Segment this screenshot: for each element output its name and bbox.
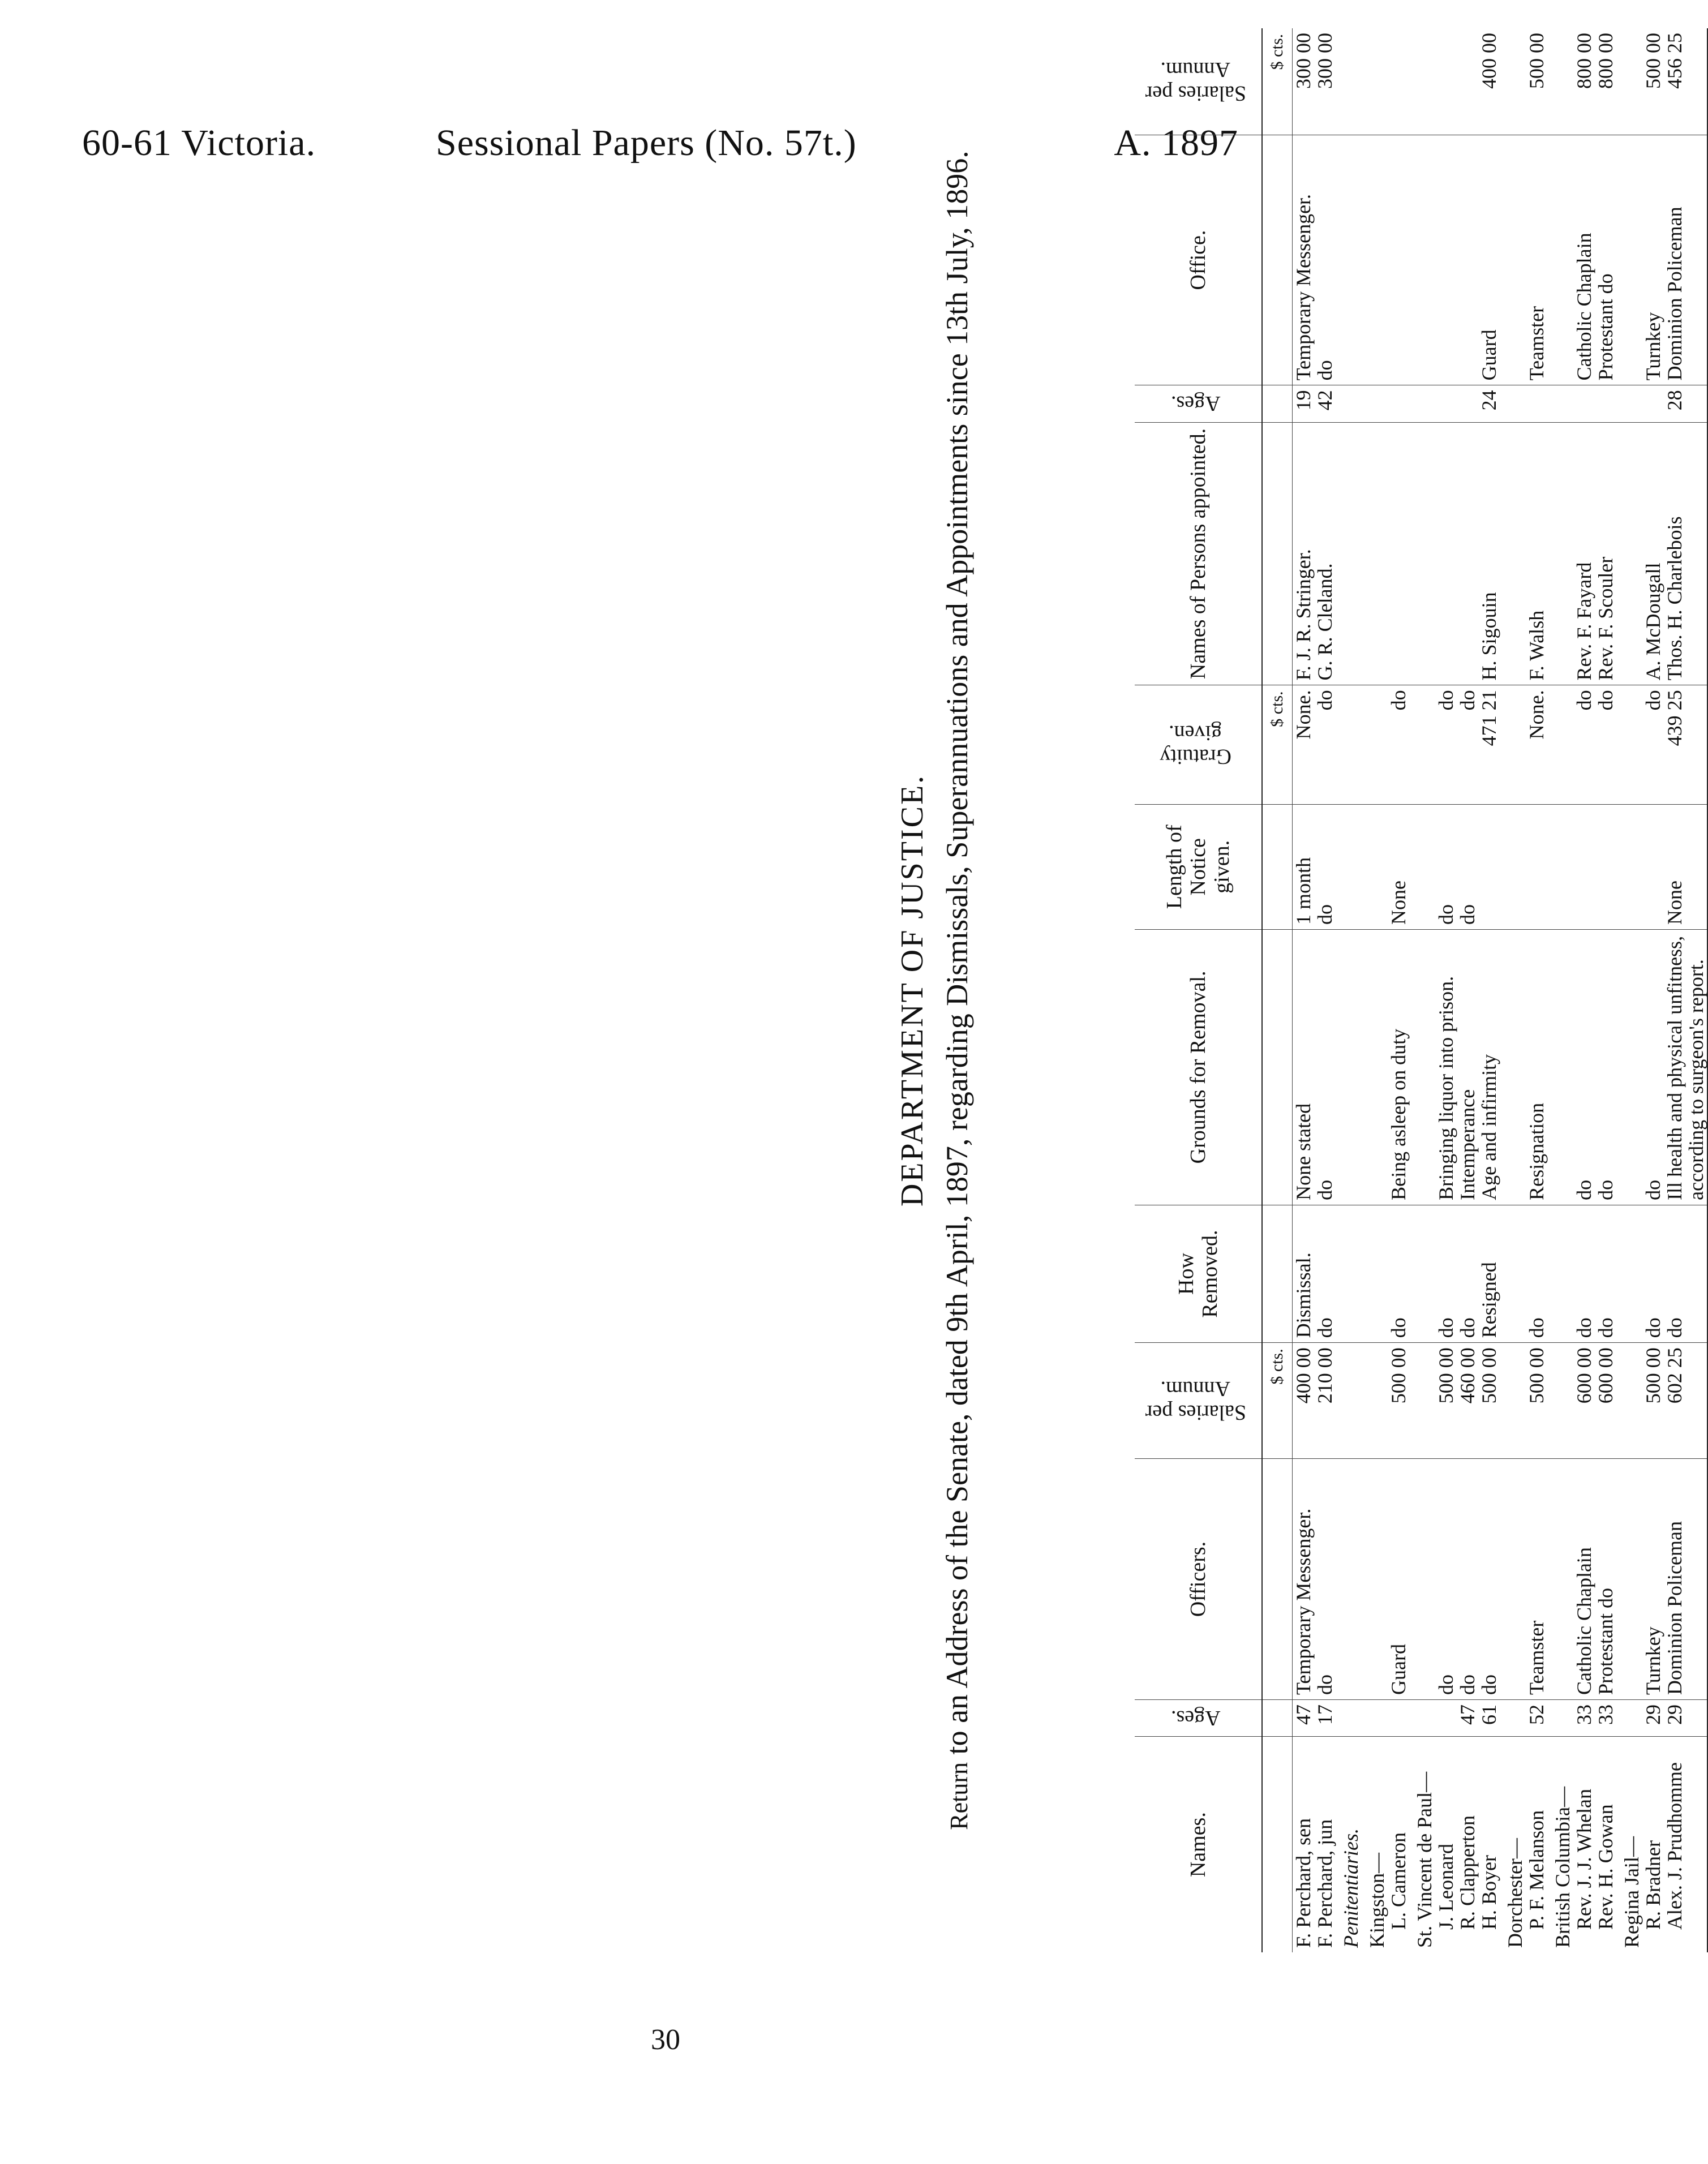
table-cell: Rev. J. J. Whelan — [1573, 1789, 1595, 1930]
table-cell: L. Cameron — [1387, 1832, 1410, 1930]
table-cell: do — [1573, 1205, 1595, 1342]
table-cell — [1362, 804, 1388, 929]
table-cell — [1362, 929, 1388, 1205]
table-cell — [1500, 135, 1526, 385]
table-cell: do — [1573, 685, 1595, 804]
unit-empty — [1262, 1205, 1293, 1342]
col-ages — [1135, 1700, 1262, 1737]
table-cell — [1595, 804, 1616, 929]
table-cell: H. Boyer — [1478, 1855, 1500, 1930]
table-cell — [1336, 1458, 1362, 1699]
subtitle-text: to an Address of the Senate, dated 9th April, 1897, regarding Dismissals, Superannuations and Appointments since 13th July, 1896. — [940, 151, 974, 1755]
col-ages-label: Ages. — [1170, 1706, 1221, 1731]
table-cell: Intemperance — [1457, 929, 1478, 1205]
table-cell: Kingston— — [1366, 1852, 1388, 1948]
unit-empty — [1262, 804, 1293, 929]
table-row — [1362, 28, 1388, 1952]
table-cell — [1409, 422, 1435, 685]
table-cell — [1362, 1343, 1388, 1459]
table-cell: do — [1457, 685, 1478, 804]
table-cell — [1336, 135, 1362, 385]
unit-empty — [1262, 135, 1293, 385]
table-cell: 456 25 — [1664, 28, 1707, 135]
table-row — [1664, 28, 1707, 1952]
col-grounds: Grounds for Removal. — [1135, 929, 1262, 1205]
table-cell — [1336, 685, 1362, 804]
table-cell — [1500, 804, 1526, 929]
table-cell: do — [1314, 685, 1336, 804]
table-cell: F. Perchard, jun — [1314, 1819, 1336, 1948]
header-left: 60-61 Victoria. — [82, 122, 316, 164]
table-cell — [1616, 1205, 1642, 1342]
table-cell: Being asleep on duty — [1388, 929, 1409, 1205]
table-cell: do — [1435, 804, 1457, 929]
table-cell: do — [1526, 1205, 1547, 1342]
table-cell: do — [1314, 1458, 1336, 1699]
table-cell: Penitentiaries. — [1340, 1828, 1362, 1948]
table-cell: Teamster — [1526, 135, 1547, 385]
table-cell — [1500, 1458, 1526, 1699]
table-cell — [1362, 385, 1388, 422]
table-cell: 300 00 — [1293, 28, 1315, 135]
table-cell: Thos. H. Charlebois — [1664, 422, 1707, 685]
table-cell — [1500, 929, 1526, 1205]
table-cell: do — [1435, 1205, 1457, 1342]
col-gratuity-label: Gratuity given. — [1160, 721, 1231, 768]
table-cell — [1500, 28, 1526, 135]
table-row — [1409, 28, 1435, 1952]
table-cell: British Columbia— — [1551, 1786, 1574, 1948]
table-cell — [1388, 28, 1409, 135]
table-cell: St. Vincent de Paul— — [1413, 1771, 1436, 1948]
subtitle-lead: Return — [945, 1762, 973, 1830]
table-cell: 33 — [1573, 1700, 1595, 1737]
table-cell: 47 — [1293, 1700, 1315, 1737]
table-cell: R. Bradner — [1642, 1840, 1664, 1930]
table-row — [1435, 28, 1457, 1952]
table-cell: do — [1642, 929, 1664, 1205]
table-cell — [1388, 385, 1409, 422]
table-cell: 33 — [1595, 1700, 1616, 1737]
col-ages2 — [1135, 385, 1262, 422]
table-cell: do — [1435, 1458, 1457, 1699]
table-cell — [1547, 1205, 1573, 1342]
col-names: Names. — [1135, 1737, 1262, 1952]
table-row — [1573, 28, 1595, 1952]
unit-empty — [1262, 385, 1293, 422]
unit-empty — [1262, 1700, 1293, 1737]
table-cell: do — [1642, 685, 1664, 804]
table-cell — [1457, 135, 1478, 385]
table-cell: Rev. F. Fayard — [1573, 422, 1595, 685]
table-cell: Temporary Messenger. — [1293, 1458, 1315, 1699]
table-row — [1457, 28, 1478, 1952]
table-cell — [1500, 422, 1526, 685]
table-cell — [1547, 804, 1573, 929]
table-cell: 800 00 — [1595, 28, 1616, 135]
table-cell: 500 00 — [1526, 1343, 1547, 1459]
table-cell: Protestant do — [1595, 1458, 1616, 1699]
table-cell: do — [1314, 1205, 1336, 1342]
table-cell: do — [1388, 685, 1409, 804]
table-cell — [1362, 135, 1388, 385]
table-cell: None — [1664, 804, 1707, 929]
table-cell — [1500, 1700, 1526, 1737]
table-cell: 500 00 — [1478, 1343, 1500, 1459]
table-cell: 600 00 — [1573, 1343, 1595, 1459]
table-cell — [1547, 422, 1573, 685]
table-row — [1642, 28, 1664, 1952]
table-cell: Catholic Chaplain — [1573, 1458, 1595, 1699]
table-cell — [1457, 28, 1478, 135]
page-subtitle — [939, 28, 977, 1952]
table-cell — [1409, 685, 1435, 804]
table-cell: A. McDougall — [1642, 422, 1664, 685]
table-cell — [1362, 1700, 1388, 1737]
table-cell — [1435, 422, 1457, 685]
table-cell — [1547, 1343, 1573, 1459]
table-cell: P. F. Melanson — [1525, 1810, 1548, 1930]
table-row — [1595, 28, 1616, 1952]
table-cell — [1362, 422, 1388, 685]
table-cell — [1336, 929, 1362, 1205]
table-cell: do — [1595, 929, 1616, 1205]
table-cell — [1336, 385, 1362, 422]
table-cell: Resigned — [1478, 1205, 1500, 1342]
table-cell: do — [1435, 685, 1457, 804]
table-cell — [1547, 28, 1573, 135]
table-cell: do — [1595, 685, 1616, 804]
table-cell: do — [1664, 1205, 1707, 1342]
unit-dollars: $ cts. — [1262, 1343, 1293, 1459]
table-cell: Regina Jail— — [1620, 1836, 1643, 1948]
table-cell: 471 21 — [1478, 685, 1500, 804]
table-cell: Ill health and physical unfitness, according to surgeon's report. — [1664, 929, 1707, 1205]
unit-dollars: $ cts. — [1262, 685, 1293, 804]
table-cell: Teamster — [1526, 1458, 1547, 1699]
table-cell — [1616, 804, 1642, 929]
table-cell — [1500, 1205, 1526, 1342]
col-salaries-label: Salaries per Annum. — [1145, 1377, 1246, 1425]
rotated-content — [108, 28, 1707, 1952]
table-cell — [1500, 1343, 1526, 1459]
table-cell: 500 00 — [1526, 28, 1547, 135]
table-cell: 17 — [1314, 1700, 1336, 1737]
table-cell: Resignation — [1526, 929, 1547, 1205]
table-cell — [1336, 804, 1362, 929]
table-cell: Dorchester— — [1504, 1838, 1526, 1948]
table-cell — [1547, 685, 1573, 804]
table-cell: 460 00 — [1457, 1343, 1478, 1459]
table-cell — [1435, 1700, 1457, 1737]
table-cell: R. Clapperton — [1456, 1815, 1479, 1930]
table-row — [1616, 28, 1642, 1952]
table-cell — [1642, 804, 1664, 929]
table-cell: None. — [1526, 685, 1547, 804]
table-cell: F. J. R. Stringer. — [1293, 422, 1315, 685]
table-row — [1526, 28, 1547, 1952]
table-cell: Rev. H. Gowan — [1594, 1804, 1617, 1930]
table-cell: 24 — [1478, 385, 1500, 422]
table-cell: 28 — [1664, 385, 1707, 422]
table-cell — [1547, 929, 1573, 1205]
table-cell: Alex. J. Prudhomme — [1664, 1737, 1707, 1952]
table-cell: Age and infirmity — [1478, 929, 1500, 1205]
table-cell — [1336, 1343, 1362, 1459]
table-cell — [1573, 385, 1595, 422]
table-cell — [1616, 1343, 1642, 1459]
table-cell — [1526, 385, 1547, 422]
table-cell — [1409, 28, 1435, 135]
table-cell: 210 00 — [1314, 1343, 1336, 1459]
table-cell: 439 25 — [1664, 685, 1707, 804]
table-cell — [1500, 385, 1526, 422]
table-cell — [1616, 1458, 1642, 1699]
table-cell — [1388, 1700, 1409, 1737]
table-cell: H. Sigouin — [1478, 422, 1500, 685]
justice-return-table — [1135, 28, 1708, 1952]
col-salaries2 — [1135, 28, 1262, 135]
table-cell — [1409, 1205, 1435, 1342]
table-row — [1336, 28, 1362, 1952]
table-cell: 600 00 — [1595, 1343, 1616, 1459]
table-cell — [1388, 422, 1409, 685]
table-cell — [1616, 28, 1642, 135]
table-cell: Protestant do — [1595, 135, 1616, 385]
table-cell: 602 25 — [1664, 1343, 1707, 1459]
table-cell: Guard — [1388, 1458, 1409, 1699]
table-cell — [1616, 135, 1642, 385]
table-cell: Turnkey — [1642, 135, 1664, 385]
table-cell: Catholic Chaplain — [1573, 135, 1595, 385]
table-cell: do — [1314, 929, 1336, 1205]
table-cell: do — [1388, 1205, 1409, 1342]
table-row — [1547, 28, 1573, 1952]
table-cell — [1616, 685, 1642, 804]
table-cell: 29 — [1642, 1700, 1664, 1737]
table-cell — [1435, 385, 1457, 422]
table-cell: 300 00 — [1314, 28, 1336, 135]
table-cell — [1409, 135, 1435, 385]
table-cell — [1616, 422, 1642, 685]
table-row — [1478, 28, 1500, 1952]
table-cell: do — [1573, 929, 1595, 1205]
table-cell: do — [1642, 1205, 1664, 1342]
header-center: Sessional Papers (No. 57t.) — [436, 122, 857, 164]
table-cell — [1409, 804, 1435, 929]
table-cell: do — [1314, 135, 1336, 385]
table-cell — [1457, 385, 1478, 422]
table-cell — [1435, 28, 1457, 135]
table-cell: do — [1314, 804, 1336, 929]
table-cell: J. Leonard — [1435, 1844, 1457, 1930]
table-cell: 61 — [1478, 1700, 1500, 1737]
table-cell: do — [1457, 804, 1478, 929]
table-cell: 800 00 — [1573, 28, 1595, 135]
table-cell: Guard — [1478, 135, 1500, 385]
table-cell — [1595, 385, 1616, 422]
unit-dollars: $ cts. — [1262, 28, 1293, 135]
table-cell: do — [1457, 1205, 1478, 1342]
table-cell: Bringing liquor into prison. — [1435, 929, 1457, 1205]
table-cell — [1526, 804, 1547, 929]
table-cell: Dominion Policeman — [1664, 1458, 1707, 1699]
col-office: Office. — [1135, 135, 1262, 385]
table-cell — [1547, 1458, 1573, 1699]
col-salaries — [1135, 1343, 1262, 1459]
table-row — [1500, 28, 1526, 1952]
table-cell: 400 00 — [1293, 1343, 1315, 1459]
table-cell: 52 — [1526, 1700, 1547, 1737]
table-cell: F. Walsh — [1526, 422, 1547, 685]
table-cell — [1362, 685, 1388, 804]
table-cell: Temporary Messenger. — [1293, 135, 1315, 385]
table-cell: 42 — [1314, 385, 1336, 422]
table-cell — [1362, 28, 1388, 135]
table-cell — [1547, 385, 1573, 422]
unit-empty — [1262, 1737, 1293, 1952]
page-title: DEPARTMENT OF JUSTICE. — [895, 774, 930, 1207]
col-gratuity — [1135, 685, 1262, 804]
unit-empty — [1262, 422, 1293, 685]
table-cell — [1409, 1700, 1435, 1737]
unit-empty — [1262, 1458, 1293, 1699]
table-cell: 47 — [1457, 1700, 1478, 1737]
table-row — [1314, 28, 1336, 1952]
header-right: A. 1897 — [1114, 122, 1238, 164]
table-cell — [1478, 804, 1500, 929]
table-cell: 500 00 — [1642, 28, 1664, 135]
table-cell: 400 00 — [1478, 28, 1500, 135]
col-ages2-label: Ages. — [1170, 392, 1221, 416]
table-cell — [1547, 1700, 1573, 1737]
table-cell: G. R. Cleland. — [1314, 422, 1336, 685]
table-cell: None — [1388, 804, 1409, 929]
table-cell — [1362, 1458, 1388, 1699]
table-row — [1388, 28, 1409, 1952]
table-cell: 1 month — [1293, 804, 1315, 929]
table-cell: 500 00 — [1435, 1343, 1457, 1459]
col-notice: Length of Notice given. — [1135, 804, 1262, 929]
table-cell — [1336, 28, 1362, 135]
table-cell — [1409, 1458, 1435, 1699]
col-appointed: Names of Persons appointed. — [1135, 422, 1262, 685]
table-cell — [1336, 422, 1362, 685]
table-cell — [1616, 385, 1642, 422]
table-cell — [1547, 135, 1573, 385]
col-how-removed: How Removed. — [1135, 1205, 1262, 1342]
table-cell: 19 — [1293, 385, 1315, 422]
table-cell: Rev. F. Scouler — [1595, 422, 1616, 685]
table-cell — [1409, 385, 1435, 422]
table-cell — [1435, 135, 1457, 385]
table-cell — [1500, 685, 1526, 804]
table-cell: 500 00 — [1642, 1343, 1664, 1459]
table-cell: None. — [1293, 685, 1315, 804]
col-salaries2-label: Salaries per Annum. — [1145, 57, 1246, 105]
table-cell: Turnkey — [1642, 1458, 1664, 1699]
table-cell — [1616, 929, 1642, 1205]
table-cell — [1409, 1343, 1435, 1459]
table-cell — [1573, 804, 1595, 929]
table-cell — [1336, 1700, 1362, 1737]
table-cell — [1457, 422, 1478, 685]
table-cell: 500 00 — [1388, 1343, 1409, 1459]
unit-empty — [1262, 929, 1293, 1205]
table-cell — [1388, 135, 1409, 385]
table-cell: do — [1595, 1205, 1616, 1342]
table-cell — [1336, 1205, 1362, 1342]
table-cell: do — [1457, 1458, 1478, 1699]
table-cell: Dominion Policeman — [1664, 135, 1707, 385]
table-cell: do — [1478, 1458, 1500, 1699]
table-cell — [1642, 385, 1664, 422]
table-cell: 29 — [1664, 1700, 1707, 1737]
table-cell: Dismissal. — [1293, 1205, 1315, 1342]
table-cell — [1409, 929, 1435, 1205]
table-row — [1293, 28, 1315, 1952]
table-cell: F. Perchard, sen — [1292, 1818, 1315, 1948]
page-number: 30 — [651, 2024, 680, 2056]
table-cell — [1616, 1700, 1642, 1737]
table-cell — [1362, 1205, 1388, 1342]
col-officers: Officers. — [1135, 1458, 1262, 1699]
table-cell: None stated — [1293, 929, 1315, 1205]
